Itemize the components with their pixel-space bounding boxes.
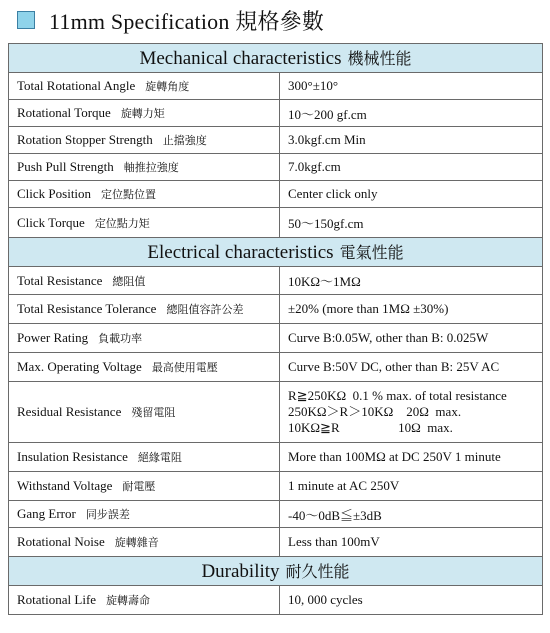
section-title: Durability	[201, 561, 280, 582]
spec-label-zh: 殘留電阻	[131, 406, 176, 419]
section-header-durability	[9, 557, 543, 586]
spec-label: Click Position	[17, 186, 92, 201]
spec-value: 10～200 gf.cm	[280, 100, 543, 127]
spec-row	[9, 73, 543, 100]
spec-value: 7.0kgf.cm	[280, 154, 543, 181]
spec-value: More than 100MΩ at DC 250V 1 minute	[280, 443, 543, 472]
spec-row	[9, 100, 543, 127]
spec-value: 3.0kgf.cm Min	[280, 127, 543, 154]
spec-label-zh: 軸推拉強度	[123, 161, 179, 174]
spec-label-zh: 負載功率	[98, 332, 143, 345]
spec-value: 50～150gf.cm	[280, 208, 543, 238]
spec-value: 300°±10°	[280, 73, 543, 100]
spec-row	[9, 324, 543, 353]
section-header-electrical	[9, 238, 543, 267]
title-square-icon	[17, 11, 35, 29]
spec-row	[9, 295, 543, 324]
spec-label-zh: 耐電壓	[122, 480, 156, 493]
spec-title-bar	[17, 6, 324, 34]
spec-value-line: 10KΩ≧R 10Ω max.	[288, 420, 453, 435]
spec-label-zh: 總阻值容許公差	[166, 303, 244, 316]
spec-row	[9, 208, 543, 238]
spec-label-zh: 止擋強度	[162, 134, 207, 147]
spec-label: Max. Operating Voltage	[17, 359, 142, 374]
spec-label: Gang Error	[17, 506, 76, 521]
spec-row	[9, 181, 543, 208]
spec-label-zh: 同步誤差	[85, 508, 130, 521]
spec-value: 1 minute at AC 250V	[280, 472, 543, 501]
spec-value: Curve B:50V DC, other than B: 25V AC	[280, 353, 543, 382]
section-title-zh: 機械性能	[347, 49, 412, 68]
spec-table	[8, 43, 543, 615]
spec-label-zh: 旋轉壽命	[106, 594, 151, 607]
spec-label-zh: 旋轉力矩	[120, 107, 165, 120]
spec-label: Rotational Torque	[17, 105, 111, 120]
spec-row	[9, 528, 543, 557]
spec-label: Total Resistance Tolerance	[17, 301, 157, 316]
spec-label: Rotational Life	[17, 592, 97, 607]
spec-label: Total Rotational Angle	[17, 78, 136, 93]
spec-label: Rotation Stopper Strength	[17, 132, 153, 147]
spec-value-line: R≧250KΩ 0.1 % max. of total resistance	[288, 388, 507, 403]
spec-value: Less than 100mV	[280, 528, 543, 557]
spec-value: 10KΩ～1MΩ	[280, 267, 543, 295]
spec-row	[9, 443, 543, 472]
spec-row	[9, 267, 543, 295]
spec-label-zh: 定位點位置	[101, 188, 157, 201]
section-title-zh: 電氣性能	[339, 243, 404, 262]
spec-row	[9, 501, 543, 528]
spec-label: Power Rating	[17, 330, 89, 345]
spec-value	[280, 382, 543, 443]
page-title: 11mm Specification 規格參數	[49, 8, 325, 34]
spec-row	[9, 353, 543, 382]
spec-label-zh: 旋轉角度	[145, 80, 190, 93]
spec-label-zh: 定位點力矩	[94, 216, 150, 230]
spec-value: -40～0dB≦±3dB	[280, 501, 543, 528]
spec-label: Push Pull Strength	[17, 159, 114, 174]
spec-label-zh: 絕緣電阻	[137, 451, 182, 464]
spec-value: Center click only	[280, 181, 543, 208]
spec-label-zh: 旋轉雜音	[114, 536, 159, 549]
section-title: Electrical characteristics	[147, 242, 334, 263]
spec-value-line: 250KΩ＞R＞10KΩ 20Ω max.	[288, 404, 462, 419]
spec-label: Click Torque	[17, 214, 85, 230]
spec-label: Insulation Resistance	[17, 449, 128, 464]
spec-label-zh: 總阻值	[112, 274, 146, 288]
spec-label-zh: 最高使用電壓	[151, 361, 218, 374]
spec-value: ±20% (more than 1MΩ ±30%)	[280, 295, 543, 324]
section-header-mechanical	[9, 44, 543, 73]
spec-row	[9, 154, 543, 181]
section-title-zh: 耐久性能	[285, 562, 350, 581]
spec-label: Residual Resistance	[17, 404, 122, 419]
spec-row	[9, 472, 543, 501]
section-title: Mechanical characteristics	[139, 48, 342, 69]
spec-label: Withstand Voltage	[17, 478, 113, 493]
spec-row	[9, 127, 543, 154]
spec-value: 10, 000 cycles	[280, 586, 543, 615]
spec-label: Rotational Noise	[17, 534, 105, 549]
spec-label: Total Resistance	[17, 272, 103, 288]
spec-value: Curve B:0.05W, other than B: 0.025W	[280, 324, 543, 353]
spec-row	[9, 586, 543, 615]
spec-row	[9, 382, 543, 443]
